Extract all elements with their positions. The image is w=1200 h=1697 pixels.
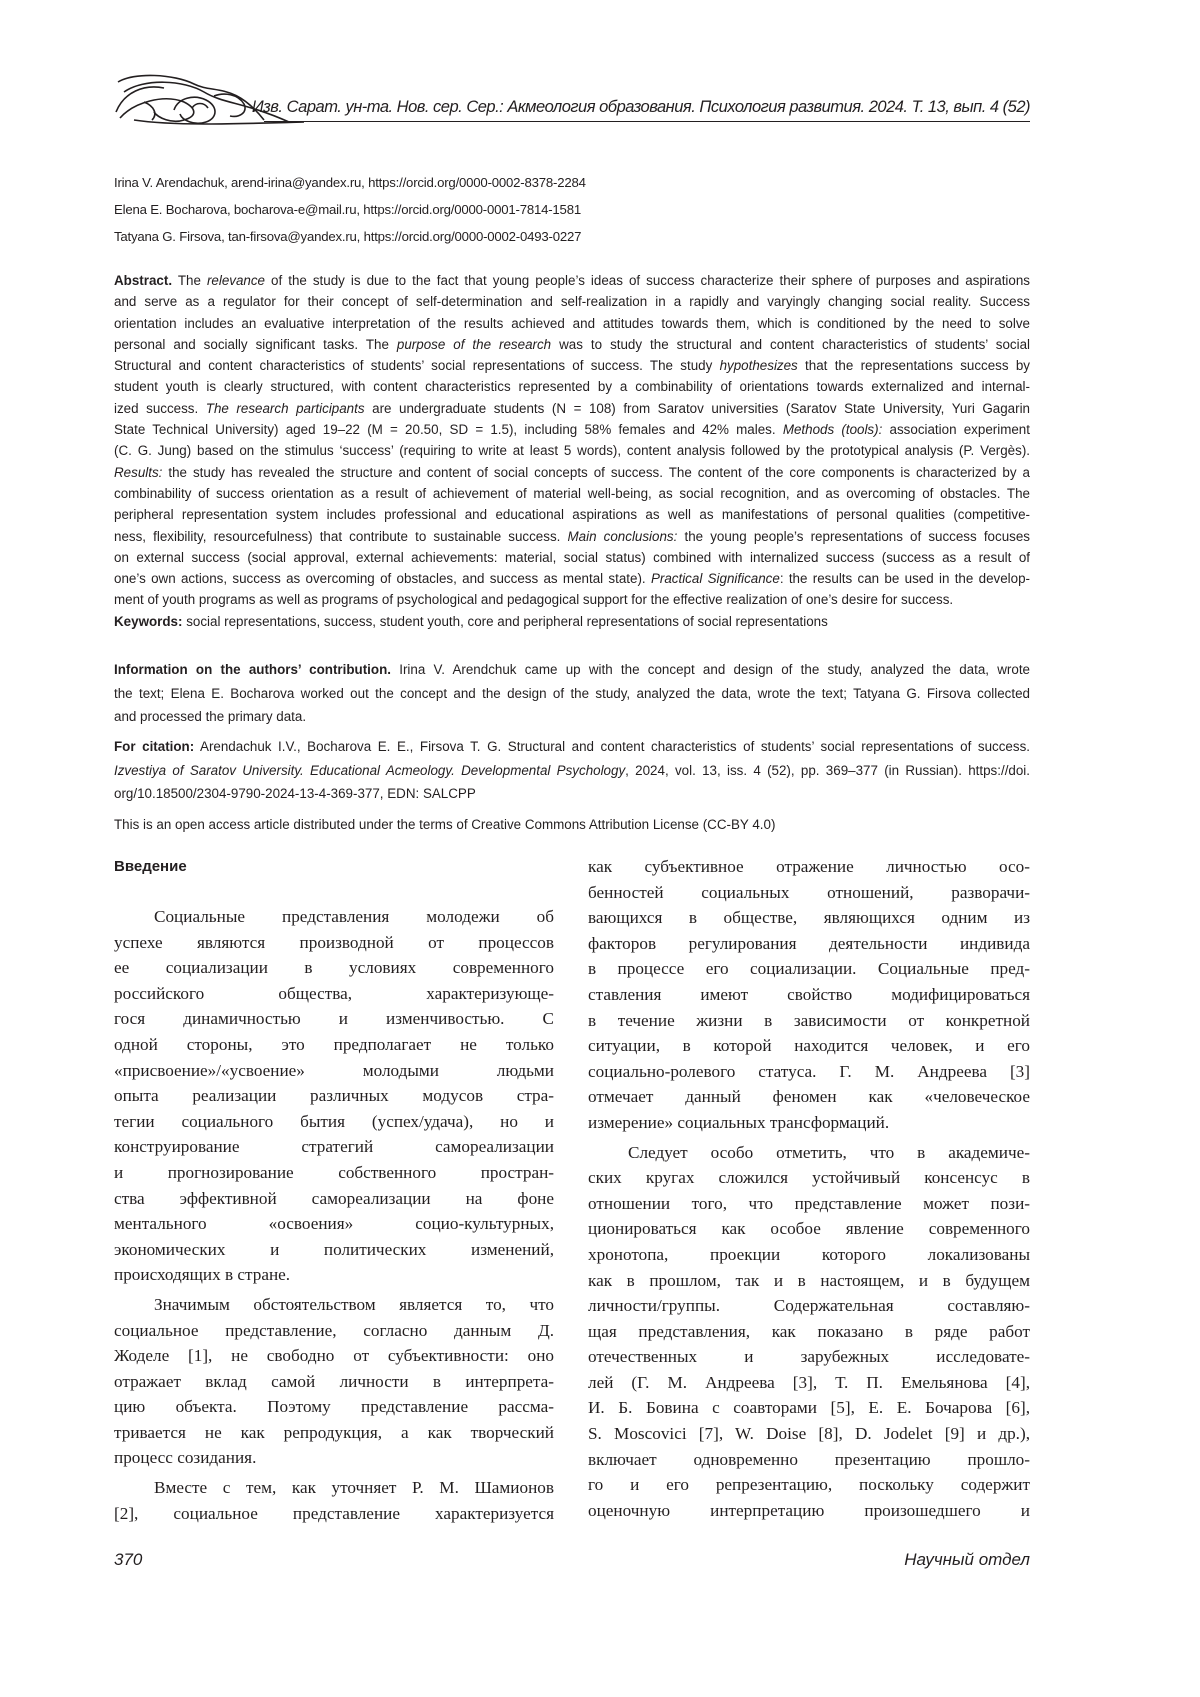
paragraph-line: как в прошлом, так и в настоящем, и в будущем — [588, 1270, 1030, 1290]
paragraph-line: тривается не как репродукция, а как творческий — [114, 1422, 554, 1442]
text-run: that the representations success by — [797, 358, 1030, 374]
text-run: State Technical University) aged 19–22 (M = 20.50, SD = 1.5), including 58% females and 42% males. — [114, 422, 783, 438]
text-run: ment of youth programs as well as programs of psychological and pedagogical support for the effective realization of one’s desire for success. — [114, 592, 954, 608]
paragraph-line: бенностей социальных отношений, разворачи- — [588, 882, 1030, 902]
paragraph-line: И. Б. Бовина с соавторами [5], Е. Е. Бочарова [6], — [588, 1398, 1030, 1418]
paragraph-line: личности/группы. Содержательная составляю- — [588, 1296, 1030, 1316]
paragraph — [588, 1140, 1030, 1524]
paragraph-line: хронотопа, проекции которого локализованы — [588, 1244, 1030, 1264]
paragraph-line: [2], социальное представление характеризуется — [114, 1503, 554, 1523]
text-run: (C. G. Jung) based on the stimulus ‘success’ (requiring to write at least 5 words), content analysis followed by the prototypical analysis (P. Vergès). — [114, 443, 1030, 459]
paragraph-line: конструирование стратегий самореализации — [114, 1137, 554, 1157]
abstract-line — [114, 398, 1030, 419]
journal-title: Изв. Сарат. ун-та. Нов. сер. Сер.: Акмеология образования. Психология развития. 2024. Т. 13, вып. 4 (52) — [251, 98, 1030, 116]
paragraph-line: S. Moscovici [7], W. Doise [8], D. Jodelet [9] и др.), — [588, 1424, 1030, 1444]
abstract-line — [114, 355, 1030, 376]
bold-label: Keywords: — [114, 613, 183, 629]
paragraph-line: ских кругах сложился устойчивый консенсус в — [588, 1168, 1030, 1188]
text-run: of the study is due to the fact that young people’s ideas of success characterize their sphere of purposes and aspirations — [265, 273, 1030, 288]
citation-line — [114, 759, 1030, 783]
bold-label: For citation: — [114, 739, 195, 754]
header-rule — [264, 121, 1030, 122]
abstract-line — [114, 589, 1030, 610]
paragraph-line: отношении того, что представление может пози- — [588, 1193, 1030, 1213]
paragraph-line: опыта реализации различных модусов стра- — [114, 1086, 554, 1106]
paragraph-line: социальное представление, согласно данным Д. — [114, 1320, 554, 1340]
paragraph-line: происходящих в стране. — [114, 1265, 291, 1285]
text-run: and processed the primary data. — [114, 709, 307, 724]
paragraph-line: ее социализации в условиях современного — [114, 958, 554, 978]
abstract-line — [114, 483, 1030, 504]
paragraph — [114, 1475, 554, 1526]
column-left — [114, 854, 554, 1526]
text-run: peripheral representation system includes professional and educational aspirations as well as manifestations of personal qualities (competitive- — [114, 507, 1030, 523]
abstract-line — [114, 526, 1030, 547]
abstract-line — [114, 313, 1030, 334]
paragraph-line: в течение жизни в зависимости от конкретной — [588, 1010, 1030, 1030]
paragraph-line: ства эффективной самореализации на фоне — [114, 1188, 554, 1208]
page-number: 370 — [114, 1550, 143, 1569]
text-run: org/10.18500/2304-9790-2024-13-4-369-377, EDN: SALCPP — [114, 786, 476, 801]
paragraph-line: Вместе с тем, как уточняет Р. М. Шамионов — [154, 1478, 554, 1498]
paragraph-line: включает одновременно презентацию прошло- — [588, 1449, 1030, 1469]
abstract-line — [114, 376, 1030, 397]
authors-contribution — [114, 658, 1030, 729]
info-line — [114, 682, 1030, 706]
paragraph-line: лей (Г. М. Андреева [3], Т. П. Емельянова [4], — [588, 1372, 1030, 1392]
text-run: the study has revealed the structure and content of social concepts of success. The content of the core components is characterized by a — [162, 464, 1030, 480]
paragraph-line: как субъективное отражение личностью осо- — [588, 857, 1030, 876]
text-run: , 2024, vol. 13, iss. 4 (52), pp. 369–377 (in Russian). https://doi. — [625, 762, 1030, 778]
abstract-line — [114, 462, 1030, 483]
running-header — [114, 72, 1030, 124]
text-run: : the results can be used in the develop- — [779, 571, 1030, 587]
paragraph-line: экономических и политических изменений, — [114, 1239, 554, 1259]
paragraph — [114, 1292, 554, 1471]
paragraph-line: цию объекта. Поэтому представление рассма- — [114, 1397, 554, 1417]
paragraph-line: ставления имеют свойство модифицироваться — [588, 984, 1030, 1004]
bold-label: Abstract. — [114, 273, 173, 288]
abstract-line — [114, 568, 1030, 589]
text-run: Arendachuk I.V., Bocharova E. E., Firsova T. G. Structural and content characteristics of students’ social representations of success. — [194, 739, 1030, 754]
info-line — [114, 658, 1030, 682]
text-run: one’s own actions, success as overcoming of obstacles, and success as mental state). — [114, 571, 651, 587]
text-run: and serve as a regulator for their concept of self-determination and self-realization in a rapidly and varyingly changing social reality. Success — [114, 294, 1030, 310]
abstract-line — [114, 504, 1030, 525]
italic-term: Results: — [114, 464, 163, 480]
section-heading: Введение — [114, 858, 187, 875]
text-run: The — [172, 273, 207, 288]
paragraph-line: оценочную интерпретацию произошедшего и — [588, 1500, 1030, 1520]
column-right-body — [588, 854, 1030, 1523]
license-line — [114, 813, 1030, 837]
footer-section-name: Научный отдел — [904, 1550, 1030, 1569]
paragraph-line: отечественных и зарубежных исследовате- — [588, 1347, 1030, 1367]
text-run: on external success (social approval, external achievements: material, social status) combined with internalized success (success as a result of — [114, 549, 1030, 565]
abstract-line — [114, 547, 1030, 568]
citation-line — [114, 782, 1030, 806]
text-run: ness, flexibility, resourcefulness) that contribute to sustainable success. — [114, 528, 568, 544]
paragraph-line: щая представления, как показано в ряде работ — [588, 1321, 1030, 1341]
text-run: the young people’s representations of success focuses — [677, 528, 1030, 544]
abstract-line — [114, 611, 1030, 632]
italic-term: Izvestiya of Saratov University. Educational Acmeology. Developmental Psychology — [114, 762, 626, 778]
italic-term: Main conclusions: — [567, 528, 678, 544]
abstract-line — [114, 440, 1030, 461]
column-right — [588, 854, 1030, 1523]
paragraph-line: факторов регулирования деятельности индивида — [588, 933, 1030, 953]
text-run: personal and socially significant tasks. The — [114, 336, 397, 352]
text-run: student youth is clearly structured, with content characteristics represented by a combinability of orientations towards externalized and internal- — [114, 379, 1030, 395]
license-note — [114, 813, 1030, 837]
paragraph-line: Социальные представления молодежи об — [154, 907, 554, 926]
paragraph-line: ционироваться как особое явление современного — [588, 1219, 1030, 1239]
paragraph-line: ментального «освоения» социо-культурных, — [114, 1214, 554, 1234]
italic-term: relevance — [206, 273, 265, 288]
paragraph-line: в процессе его социализации. Социальные пред- — [588, 959, 1030, 979]
author-line: Irina V. Arendachuk, arend-irina@yandex.ru, https://orcid.org/0000-0002-8378-2284 — [114, 175, 586, 190]
text-run: social representations, success, student youth, core and peripheral representations of social representations — [182, 613, 828, 629]
paragraph-line: «присвоение»/«усвоение» молодыми людьми — [114, 1060, 554, 1080]
paragraph-line: вающихся в обществе, являющихся одним из — [588, 908, 1030, 928]
paragraph — [114, 904, 554, 1288]
column-left-body — [114, 904, 554, 1526]
paragraph-line: измерение» социальных трансформаций. — [588, 1112, 890, 1132]
text-run: was to study the structural and content characteristics of students’ social — [551, 336, 1030, 352]
italic-term: The research participants — [205, 400, 365, 416]
paragraph-line: Значимым обстоятельством является то, что — [154, 1294, 554, 1314]
paragraph-line: процесс созидания. — [114, 1448, 257, 1468]
text-run: combinability of success orientation as a result of achievement of material well-being, as social recognition, and as overcoming of obstacles. The — [114, 485, 1030, 501]
italic-term: Practical Significance — [650, 571, 780, 587]
paragraph-line: го и его репрезентацию, поскольку содержит — [588, 1475, 1030, 1495]
paragraph-line: успехе являются производной от процессов — [114, 932, 554, 952]
author-line: Elena E. Bocharova, bocharova-e@mail.ru, https://orcid.org/0000-0001-7814-1581 — [114, 202, 581, 217]
text-run: the text; Elena E. Bocharova worked out the concept and the design of the study, analyzed the data, wrote the text; Tatyana G. Firsova collected — [114, 685, 1030, 701]
text-run: are undergraduate students (N = 108) from Saratov universities (Saratov State University, Yuri Gagarin — [364, 400, 1030, 416]
abstract-line — [114, 291, 1030, 312]
paragraph-line: и прогнозирование собственного простран- — [114, 1162, 554, 1182]
abstract-line — [114, 334, 1030, 355]
info-line — [114, 705, 1030, 729]
author-list — [114, 169, 1030, 250]
paragraph-line: Следует особо отметить, что в академиче- — [628, 1142, 1030, 1162]
text-run: Irina V. Arendchuk came up with the concept and design of the study, analyzed the data, wrote — [390, 662, 1030, 677]
text-run: This is an open access article distributed under the terms of Creative Commons Attribution License (CC-BY 4.0) — [114, 817, 776, 832]
paragraph — [588, 854, 1030, 1136]
text-run: Structural and content characteristics of students’ social representations of success. The study — [114, 358, 720, 374]
paragraph-line: гося динамичностью и изменчивостью. С — [114, 1009, 554, 1029]
italic-term: hypothesizes — [719, 358, 798, 374]
paragraph-line: тегии социального бытия (успех/удача), но и — [114, 1111, 554, 1131]
text-run: association experiment — [882, 422, 1030, 438]
bold-label: Information on the authors’ contribution. — [114, 662, 391, 677]
paragraph-line: российского общества, характеризующе- — [114, 983, 554, 1003]
abstract-line — [114, 419, 1030, 440]
author-line: Tatyana G. Firsova, tan-firsova@yandex.ru, https://orcid.org/0000-0002-0493-0227 — [114, 229, 582, 244]
paragraph-line: одной стороны, это предполагает не только — [114, 1034, 554, 1054]
italic-term: Methods (tools): — [782, 422, 883, 438]
paragraph-line: ситуации, в которой находится человек, и его — [588, 1036, 1030, 1056]
italic-term: purpose of the research — [396, 336, 552, 352]
text-run: ized success. — [114, 400, 206, 416]
paragraph-line: социально-ролевого статуса. Г. М. Андреева [3] — [588, 1061, 1030, 1081]
abstract-line — [114, 270, 1030, 291]
paragraph-line: отражает вклад самой личности в интерпрета- — [114, 1371, 554, 1391]
citation-line — [114, 735, 1030, 759]
paragraph-line: отмечает данный феномен как «человеческое — [588, 1087, 1030, 1107]
abstract — [114, 270, 1030, 632]
citation — [114, 735, 1030, 806]
paragraph-line: Жоделе [1], не свободно от субъективности: оно — [114, 1346, 554, 1366]
text-run: orientation includes an evaluative interpretation of the results achieved and attitudes towards them, which is conditioned by the need to solve — [114, 315, 1030, 331]
